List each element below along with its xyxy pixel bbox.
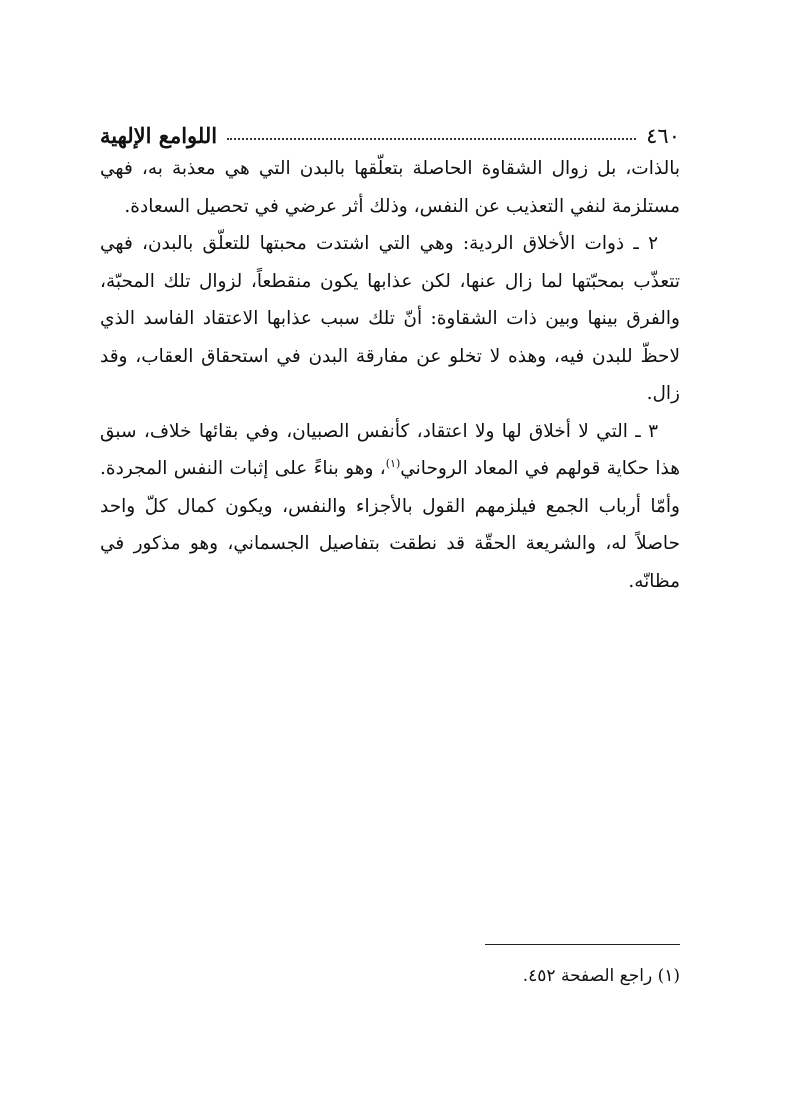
page-number: ٤٦٠: [646, 124, 680, 148]
footnote-divider: [485, 944, 680, 945]
paragraph-text: ، وهو بناءً على إثبات النفس المجردة. وأمّا أرباب الجمع فيلزمهم القول بالأجزاء والنفس، ويكون كمال كلّ واحد حاصلاً له، والشريعة الحقّة قد نطقت بتفاصيل الجسماني، وهو مذكور في مظانّه.: [100, 458, 680, 592]
running-header: [100, 108, 680, 148]
paragraph: [100, 150, 680, 225]
dotted-leader: [227, 137, 636, 140]
running-title: اللوامع الإلهية: [100, 123, 218, 148]
footnote-reference: (١): [385, 456, 401, 470]
paragraph-text: ٣ ـ التي لا أخلاق لها ولا اعتقاد، كأنفس الصبيان، وفي بقائها خلاف، سبق هذا حكاية قولهم في المعاد الروحاني: [100, 420, 680, 479]
paragraph-text: بالذات، بل زوال الشقاوة الحاصلة بتعلّقها بالبدن التي هي معذبة به، فهي مستلزمة لنفي التعذيب عن النفس، وذلك أثر عرضي في تحصيل السعادة.: [100, 158, 680, 217]
footnote: (١) راجع الصفحة ٤٥٢.: [522, 966, 680, 986]
paragraph: [100, 413, 680, 601]
paragraph-text: ٢ ـ ذوات الأخلاق الردية: وهي التي اشتدت محبتها للتعلّق بالبدن، فهي تتعذّب بمحبّتها لما زال عنها، لكن عذابها يكون منقطعاً، لزوال تلك المحبّة، والفرق بينها وبين ذات الشقاوة: أنّ تلك سبب عذابها الاعتقاد الفاسد الذي لاحظّ للبدن فيه، وهذه لا تخلو عن مفارقة البدن في استحقاق العقاب، وقد زال.: [100, 233, 680, 404]
body-text: [100, 150, 680, 600]
paragraph: [100, 225, 680, 413]
